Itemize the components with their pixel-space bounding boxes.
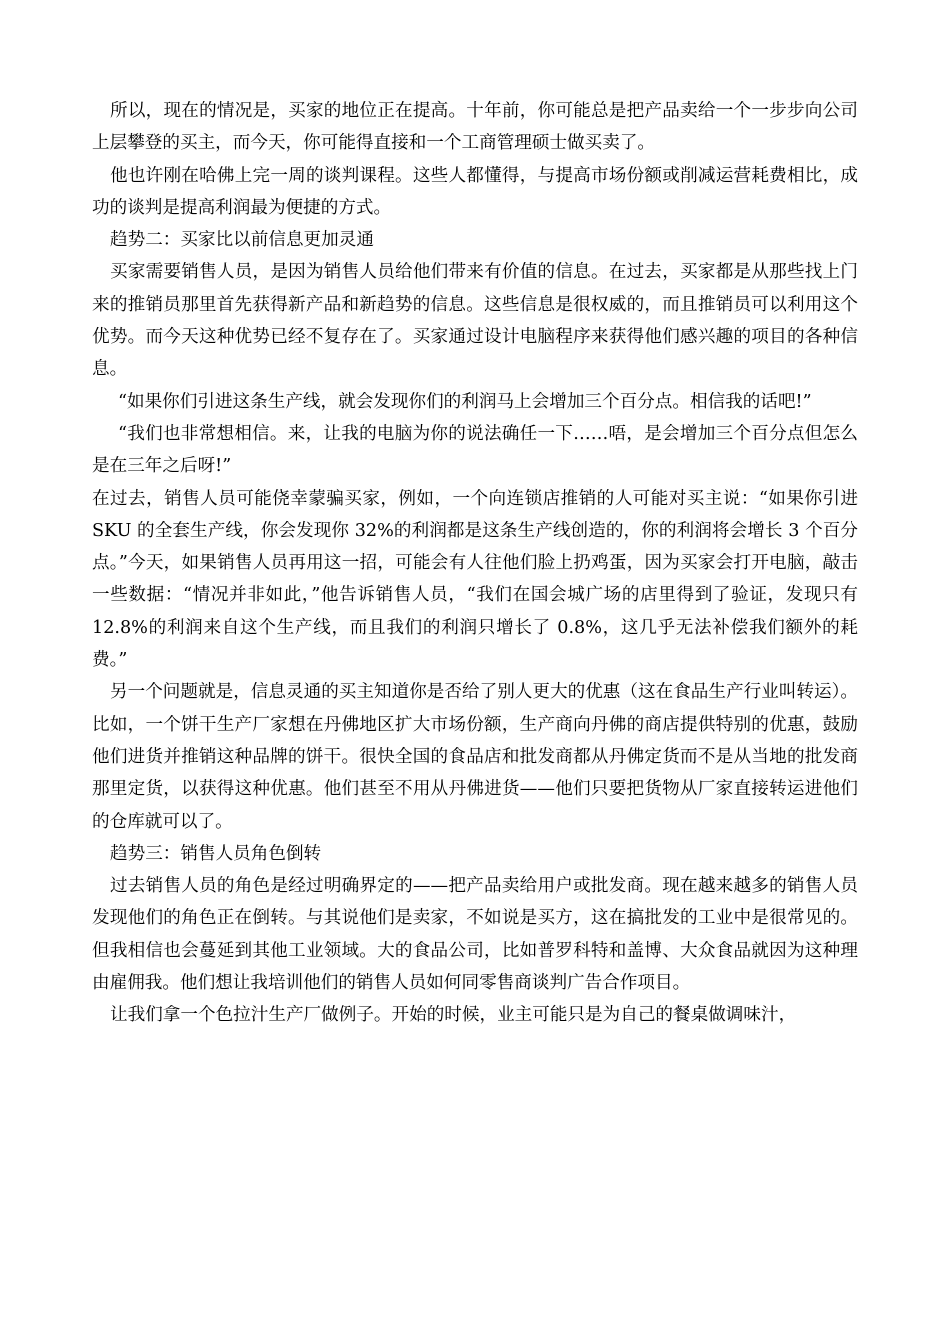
document-page [92,95,858,1032]
paragraph-diverting-example: 另一个问题就是，信息灵通的买主知道你是否给了别人更大的优惠（这在食品生产行业叫转运）。比如，一个饼干生产厂家想在丹佛地区扩大市场份额，生产商向丹佛的商店提供特别的优惠，鼓励他们进货并推销这种品牌的饼干。很快全国的食品店和批发商都从丹佛定货而不是从当地的批发商那里定货，以获得这种优惠。他们甚至不用从丹佛进货——他们只要把货物从厂家直接转运进他们的仓库就可以了。 [92,682,858,832]
section-heading-trend-three: 趋势三：销售人员角色倒转 [110,843,322,864]
paragraph-buyer-information: 买家需要销售人员，是因为销售人员给他们带来有价值的信息。在过去，买家都是从那些找上门来的推销员那里首先获得新产品和新趋势的信息。这些信息是很权威的，而且推销员可以利用这个优势。而今天这种优势已经不复存在了。买家通过设计电脑程序来获得他们感兴趣的项目的各种信息。 [92,262,858,380]
paragraph-quote-buyer: “我们也非常想相信。来，让我的电脑为你的说法确任一下……唔，是会增加三个百分点但怎么是在三年之后呀!” [92,423,858,477]
paragraph-quote-seller: “如果你们引进这条生产线，就会发现你们的利润马上会增加三个百分点。相信我的话吧!” [118,391,812,412]
paragraph-sku-example: 在过去，销售人员可能侥幸蒙骗买家，例如，一个向连锁店推销的人可能对买主说：“如果你引进 SKU 的全套生产线，你会发现你 32%的利润都是这条生产线创造的，你的利润将会增长 3 个百分点。”今天，如果销售人员再用这一招，可能会有人往他们脸上扔鸡蛋，因为买家会打开电脑，敲击一些数据：“情况并非如此，”他告诉销售人员，“我们在国会城广场的店里得到了验证，发现只有 12.8%的利润来自这个生产线，而且我们的利润只增长了 0.8%，这几乎无法补偿我们额外的耗费。” [92,488,858,671]
section-heading-trend-two: 趋势二：买家比以前信息更加灵通 [110,230,374,251]
paragraph-salad-dressing: 让我们拿一个色拉汁生产厂做例子。开始的时候，业主可能只是为自己的餐桌做调味汁， [110,1005,797,1026]
paragraph-role-reversal: 过去销售人员的角色是经过明确界定的——把产品卖给用户或批发商。现在越来越多的销售人员发现他们的角色正在倒转。与其说他们是卖家，不如说是买方，这在搞批发的工业中是很常见的。但我相信也会蔓延到其他工业领域。大的食品公司，比如普罗科特和盖博、大众食品就因为这种理由雇佣我。他们想让我培训他们的销售人员如何同零售商谈判广告合作项目。 [92,876,858,994]
paragraph-buyer-status: 所以，现在的情况是，买家的地位正在提高。十年前，你可能总是把产品卖给一个一步步向公司上层攀登的买主，而今天，你可能得直接和一个工商管理硕士做买卖了。 [92,101,858,154]
paragraph-harvard-course: 他也许刚在哈佛上完一周的谈判课程。这些人都懂得，与提高市场份额或削减运营耗费相比，成功的谈判是提高利润最为便捷的方式。 [92,165,858,218]
